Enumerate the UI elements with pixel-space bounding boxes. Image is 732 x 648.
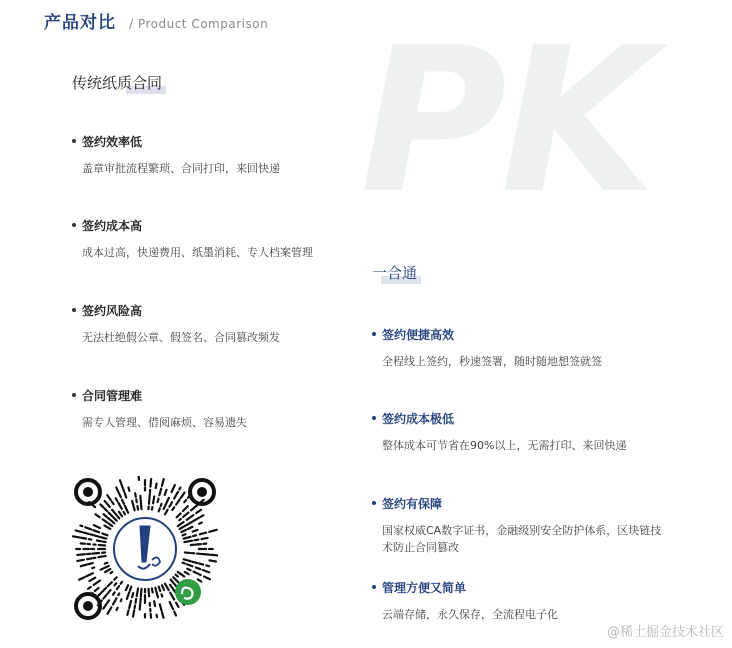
- qr-ray-segment: [92, 567, 94, 568]
- qr-ray-segment: [87, 558, 92, 559]
- qr-ray-segment: [103, 605, 106, 609]
- left-item-1-desc: 盖章审批流程繁琐、合同打印，来回快递: [82, 162, 280, 175]
- right-item-2-desc: 整体成本可节省在90%以上，无需打印、来回快递: [382, 439, 627, 452]
- qr-ray-segment: [177, 513, 181, 517]
- qr-ray-segment: [111, 520, 114, 523]
- left-item-2: [72, 217, 362, 261]
- qr-ray-segment: [126, 585, 128, 590]
- qr-ray-segment: [152, 588, 153, 592]
- left-item-3-title: 签约风险高: [82, 304, 143, 318]
- qr-ray-segment: [170, 585, 172, 588]
- qr-ray-segment: [81, 538, 86, 539]
- qr-ray-segment: [101, 588, 106, 593]
- qr-ray-segment: [162, 479, 164, 486]
- qr-ray-segment: [137, 506, 138, 510]
- right-item-4: [372, 579, 672, 623]
- qr-ray-segment: [114, 518, 117, 521]
- left-item-2-desc: 成本过高，快递费用、纸墨消耗、专人档案管理: [82, 246, 313, 259]
- left-item-3-heading: [72, 302, 362, 319]
- qr-ray-segment: [113, 598, 117, 604]
- qr-ray-segment: [187, 518, 189, 520]
- qr-ray-segment: [99, 545, 105, 546]
- qr-ray-segment: [174, 612, 176, 616]
- qr-ray-segment: [108, 512, 112, 516]
- qr-ray-segment: [122, 485, 124, 491]
- qr-ray-segment: [179, 488, 180, 490]
- qr-ray-segment: [161, 504, 162, 506]
- qr-ray-segment: [176, 575, 178, 577]
- qr-ray-segment: [159, 489, 161, 496]
- qr-ray-segment: [209, 560, 216, 561]
- finder-bottom-left: [76, 594, 100, 618]
- finder-top-left: [76, 480, 100, 504]
- left-item-1: [72, 133, 362, 177]
- qr-ray-segment: [77, 560, 84, 561]
- qr-ray-segment: [105, 566, 109, 568]
- qr-ray-segment: [162, 594, 163, 596]
- qr-ray-segment: [80, 525, 82, 526]
- qr-ray-segment: [159, 587, 161, 591]
- left-item-2-heading: [72, 217, 362, 234]
- qr-ray-segment: [79, 577, 84, 579]
- qr-ray-segment: [187, 569, 190, 571]
- qr-ray-segment: [174, 492, 178, 499]
- qr-ray-segment: [73, 536, 80, 537]
- right-item-1-heading: [372, 326, 672, 343]
- qr-ray-segment: [195, 540, 199, 541]
- qr-ray-segment: [193, 518, 199, 521]
- qr-ray-segment: [132, 593, 133, 597]
- qr-ray-segment: [95, 514, 99, 517]
- qr-ray-segment: [183, 534, 186, 535]
- qr-ray-segment: [169, 502, 172, 507]
- qr-ray-segment: [165, 490, 167, 495]
- qr-ray-segment: [170, 593, 174, 600]
- right-item-3-title: 签约有保障: [382, 497, 443, 511]
- qr-ray-segment: [156, 484, 157, 488]
- qr-ray-segment: [178, 522, 184, 526]
- bullet-dot: [372, 416, 376, 420]
- qr-ray-segment: [133, 610, 134, 616]
- qr-ray-segment: [196, 510, 201, 513]
- mini-program-qr-code: [72, 476, 218, 622]
- qr-ray-segment: [199, 563, 203, 564]
- left-item-4-desc: 需专人管理、借阅麻烦、容易遗失: [82, 416, 247, 429]
- qr-ray-segment: [114, 577, 116, 579]
- qr-ray-segment: [86, 573, 93, 576]
- left-item-4: [72, 387, 362, 431]
- qr-ray-segment: [181, 530, 186, 532]
- qr-ray-segment: [204, 577, 210, 580]
- qr-ray-segment: [125, 493, 127, 498]
- qr-ray-segment: [194, 572, 201, 575]
- qr-ray-segment: [134, 507, 135, 511]
- qr-ray-segment: [166, 498, 169, 504]
- qr-ray-segment: [176, 603, 178, 607]
- qr-ray-segment: [94, 581, 100, 585]
- bullet-dot: [72, 139, 76, 143]
- qr-ray-segment: [92, 553, 99, 554]
- qr-ray-segment: [193, 562, 198, 563]
- qr-ray-segment: [196, 568, 200, 570]
- qr-ray-segment: [102, 533, 107, 535]
- qr-ray-segment: [201, 554, 209, 555]
- qr-ray-segment: [103, 519, 107, 522]
- left-item-3: [72, 302, 362, 346]
- qr-ray-segment: [125, 506, 128, 513]
- qr-ray-segment: [195, 544, 201, 545]
- qr-ray-segment: [108, 518, 110, 519]
- right-item-1-desc: 全程线上签约，秒速签署，随时随地想签就签: [382, 355, 602, 368]
- qr-ray-segment: [191, 505, 197, 510]
- right-item-4-title: 管理方便又简单: [382, 581, 467, 595]
- qr-ray-segment: [111, 572, 113, 573]
- right-item-4-heading: [372, 579, 672, 596]
- qr-ray-segment: [181, 493, 185, 498]
- qr-ray-segment: [98, 556, 105, 557]
- qr-ray-segment: [187, 564, 193, 566]
- qr-ray-segment: [150, 479, 151, 487]
- qr-ray-segment: [159, 508, 160, 511]
- qr-ray-segment: [141, 589, 142, 597]
- qr-ray-segment: [184, 500, 186, 502]
- qr-ray-segment: [200, 533, 206, 535]
- qr-ray-segment: [117, 586, 119, 589]
- qr-ray-segment: [210, 555, 218, 556]
- qr-ray-segment: [203, 570, 210, 572]
- qr-ray-segment: [85, 527, 91, 529]
- qr-ray-segment: [108, 607, 112, 613]
- qr-ray-segment: [202, 538, 208, 539]
- qr-ray-segment: [136, 499, 137, 502]
- qr-ray-segment: [104, 526, 110, 529]
- left-item-4-heading: [72, 387, 362, 404]
- qr-ray-segment: [184, 541, 192, 542]
- qr-ray-segment: [160, 604, 162, 610]
- left-item-3-desc: 无法杜绝假公章、假签名、合同篡改频发: [82, 331, 280, 344]
- qr-ray-segment: [76, 530, 82, 532]
- qr-ray-segment: [165, 510, 168, 515]
- bullet-dot: [372, 332, 376, 336]
- bullet-dot: [72, 308, 76, 312]
- qr-ray-segment: [77, 554, 85, 555]
- qr-ray-segment: [140, 496, 141, 502]
- qr-ray-segment: [90, 534, 92, 535]
- qr-ray-segment: [119, 512, 122, 516]
- right-section-title: [372, 262, 417, 283]
- qr-ray-segment: [115, 514, 119, 519]
- left-item-1-heading: [72, 133, 362, 150]
- qr-ray-segment: [103, 542, 106, 543]
- qr-ray-segment: [104, 514, 107, 517]
- bullet-dot: [72, 393, 76, 397]
- right-item-3: [372, 495, 672, 556]
- qr-ray-segment: [94, 525, 100, 528]
- qr-ray-segment: [172, 507, 174, 509]
- page-subtitle: / Product Comparison: [129, 17, 269, 31]
- qr-ray-segment: [186, 522, 192, 525]
- qr-ray-segment: [88, 563, 93, 564]
- qr-ray-segment: [132, 501, 133, 506]
- qr-ray-segment: [107, 600, 109, 603]
- qr-ray-segment: [153, 496, 154, 503]
- left-item-2-title: 签约成本高: [82, 219, 143, 233]
- right-item-3-desc: 国家权威CA数字证书，金融级别安全防护体系，区块链技术防止合同篡改: [382, 524, 662, 554]
- left-section-title-text: 传统纸质合同: [72, 74, 163, 92]
- qr-ray-segment: [112, 510, 114, 513]
- qr-ray-segment: [105, 509, 107, 511]
- mini-program-badge-icon: [175, 579, 201, 605]
- qr-ray-segment: [116, 498, 118, 501]
- qr-ray-segment: [107, 495, 111, 500]
- qr-ray-segment: [199, 523, 202, 524]
- qr-ray-segment: [158, 499, 159, 502]
- right-section-title-text: 一合通: [372, 264, 418, 282]
- qr-ray-segment: [112, 502, 114, 504]
- qr-ray-segment: [198, 579, 202, 581]
- qr-ray-segment: [164, 504, 166, 509]
- qr-ray-segment: [183, 506, 188, 511]
- qr-ray-segment: [188, 527, 193, 529]
- qr-ray-segment: [148, 589, 149, 596]
- page-title: 产品对比: [44, 13, 116, 33]
- qr-ray-segment: [120, 480, 121, 484]
- qr-ray-segment: [137, 588, 138, 596]
- qr-ray-segment: [121, 582, 122, 584]
- qr-ray-segment: [108, 582, 112, 586]
- qr-ray-segment: [201, 515, 204, 517]
- qr-ray-segment: [105, 501, 110, 507]
- qr-ray-segment: [157, 592, 158, 597]
- qr-ray-segment: [113, 592, 115, 594]
- qr-ray-segment: [127, 610, 128, 614]
- bullet-dot: [372, 501, 376, 505]
- bullet-dot: [372, 585, 376, 589]
- right-item-2: [372, 410, 672, 454]
- qr-ray-segment: [129, 488, 130, 491]
- bullet-dot: [72, 223, 76, 227]
- qr-ray-segment: [173, 577, 178, 582]
- qr-ray-segment: [118, 594, 119, 596]
- qr-ray-segment: [179, 519, 181, 520]
- right-item-4-desc: 云端存储，永久保存，全流程电子化: [382, 608, 558, 621]
- page-header: [44, 8, 268, 34]
- qr-ray-segment: [122, 500, 124, 504]
- qr-ray-segment: [154, 601, 155, 606]
- qr-ray-segment: [129, 601, 131, 608]
- right-item-2-title: 签约成本极低: [382, 412, 455, 426]
- qr-ray-segment: [178, 572, 185, 577]
- qr-ray-segment: [184, 537, 191, 539]
- qr-ray-segment: [114, 583, 116, 585]
- qr-ray-segment: [176, 500, 180, 505]
- qr-ray-segment: [88, 587, 91, 589]
- qr-ray-segment: [108, 523, 113, 526]
- right-item-3-heading: [372, 495, 672, 512]
- qr-ray-segment: [118, 503, 121, 509]
- qr-ray-segment: [162, 612, 163, 617]
- qr-ray-segment: [162, 585, 164, 590]
- qr-ray-segment: [183, 513, 188, 517]
- qr-ray-segment: [155, 588, 156, 592]
- qr-ray-segment: [193, 535, 196, 536]
- qr-ray-segment: [81, 565, 87, 567]
- qr-ray-segment: [127, 592, 129, 598]
- left-item-4-title: 合同管理难: [82, 389, 143, 403]
- qr-ray-segment: [209, 530, 217, 532]
- qr-ray-segment: [141, 503, 142, 509]
- qr-ray-segment: [124, 512, 125, 514]
- qr-ray-segment: [89, 578, 95, 581]
- right-item-1: [372, 326, 672, 370]
- qr-ray-segment: [193, 530, 198, 532]
- qr-ray-segment: [170, 602, 173, 609]
- right-item-2-heading: [372, 410, 672, 427]
- qr-ray-segment: [116, 488, 118, 492]
- qr-ray-segment: [183, 563, 185, 564]
- qr-ray-segment: [93, 530, 99, 532]
- qr-ray-segment: [130, 587, 131, 591]
- qr-ray-segment: [190, 515, 193, 517]
- qr-ray-segment: [95, 588, 99, 591]
- qr-ray-segment: [101, 568, 104, 569]
- qr-ray-segment: [165, 584, 169, 590]
- qr-ray-segment: [206, 565, 209, 566]
- qr-ray-segment: [103, 595, 106, 599]
- qr-ray-segment: [184, 559, 191, 561]
- left-item-1-title: 签约效率低: [82, 135, 143, 149]
- qr-ray-segment: [171, 580, 174, 583]
- source-watermark: @稀土掘金技术社区: [606, 625, 724, 640]
- qr-ray-segment: [83, 532, 89, 534]
- qr-ray-segment: [105, 569, 110, 572]
- qr-ray-segment: [97, 541, 101, 542]
- qr-ray-segment: [136, 599, 137, 603]
- qr-ray-segment: [105, 563, 108, 564]
- qr-ray-segment: [94, 535, 99, 536]
- qr-ray-segment: [117, 608, 118, 610]
- qr-ray-segment: [108, 590, 111, 593]
- pk-background-text: PK: [360, 5, 650, 238]
- qr-ray-segment: [172, 485, 175, 492]
- right-item-1-title: 签约便捷高效: [382, 328, 455, 342]
- qr-ray-segment: [180, 526, 186, 529]
- qr-ray-segment: [121, 599, 122, 601]
- qr-ray-segment: [101, 537, 107, 539]
- qr-ray-segment: [135, 493, 136, 497]
- qr-ray-segment: [119, 493, 121, 497]
- qr-ray-segment: [100, 504, 103, 507]
- qr-ray-segment: [185, 572, 189, 574]
- left-section-title: [72, 72, 162, 93]
